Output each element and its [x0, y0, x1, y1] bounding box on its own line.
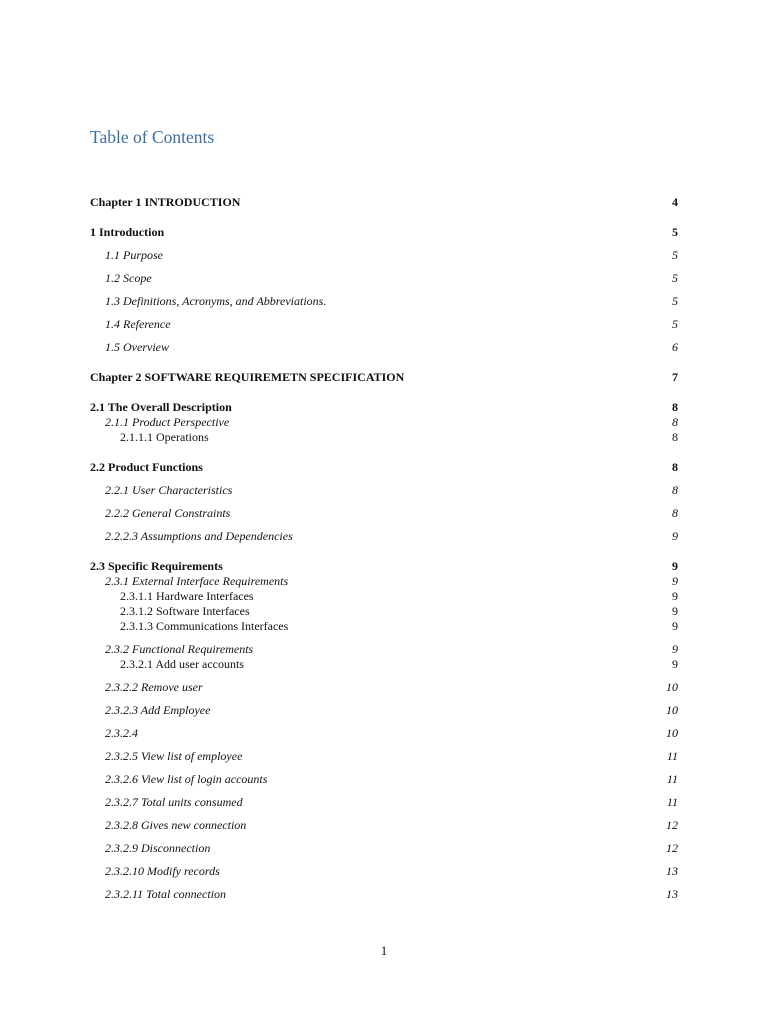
toc-entry[interactable] [90, 887, 678, 902]
toc-entry-label: 2.3.1.2 Software Interfaces [120, 604, 250, 618]
toc-entry-label: 2.3.2.10 Modify records [105, 864, 220, 878]
toc-entry-page: 8 [672, 506, 678, 520]
toc-entry-label: 2.3.2.1 Add user accounts [120, 657, 244, 671]
toc-entry[interactable] [90, 340, 678, 355]
toc-entry[interactable] [90, 483, 678, 498]
toc-entry-label: 2.3 Specific Requirements [90, 559, 223, 573]
toc-entry-page: 8 [672, 483, 678, 497]
toc-entry-page: 6 [672, 340, 678, 354]
toc-entry-label: 1 Introduction [90, 225, 165, 239]
toc-entry[interactable] [90, 460, 678, 475]
toc-entry-page: 11 [666, 795, 678, 809]
toc-entry[interactable] [90, 749, 678, 764]
toc-entry-label: 1.5 Overview [105, 340, 169, 354]
toc-entry-page: 10 [666, 703, 678, 717]
toc-entry-page: 8 [672, 400, 678, 414]
toc-entry-page: 9 [672, 657, 678, 671]
toc-entry[interactable] [90, 400, 678, 415]
toc-entry[interactable] [90, 370, 678, 385]
toc-entry-label: 2.3.2.11 Total connection [105, 887, 226, 901]
toc-entry-page: 4 [672, 195, 678, 209]
toc-entry-page: 12 [666, 818, 678, 832]
toc-entry[interactable] [90, 841, 678, 856]
toc-entry-page: 13 [666, 887, 678, 901]
toc-entry[interactable] [90, 317, 678, 332]
toc-entry-page: 9 [672, 604, 678, 618]
toc-entry-page: 8 [672, 460, 678, 474]
toc-entry-label: 2.2.2.3 Assumptions and Dependencies [105, 529, 293, 543]
toc-entry-label: Chapter 1 INTRODUCTION [90, 195, 241, 209]
toc-entry-page: 8 [672, 415, 678, 429]
toc-entry[interactable] [90, 642, 678, 657]
page-number: 1 [380, 943, 388, 958]
toc-entry-page: 11 [666, 772, 678, 786]
toc-entry[interactable] [90, 415, 678, 430]
toc-entry-label: 2.3.2 Functional Requirements [105, 642, 254, 656]
toc-entry[interactable] [90, 248, 678, 263]
toc-entry-page: 13 [666, 864, 678, 878]
toc-entry-page: 9 [672, 559, 678, 573]
toc-entry-label: 2.3.2.4 [105, 726, 138, 740]
toc-entry[interactable] [90, 772, 678, 787]
toc-entry-page: 10 [666, 726, 678, 740]
toc-entry-label: 2.2.2 General Constraints [105, 506, 231, 520]
toc-entry-page: 10 [666, 680, 678, 694]
toc-entry-label: 2.3.2.6 View list of login accounts [105, 772, 268, 786]
toc-entry[interactable] [90, 703, 678, 718]
toc-entry-page: 12 [666, 841, 678, 855]
toc-entry[interactable] [90, 864, 678, 879]
toc-entry[interactable] [90, 726, 678, 741]
toc-entry-page: 9 [672, 529, 678, 543]
toc-entry-label: 1.1 Purpose [105, 248, 163, 262]
toc-entry[interactable] [90, 506, 678, 521]
toc-entry-label: Chapter 2 SOFTWARE REQUIREMETN SPECIFICATION [90, 370, 405, 384]
toc-entry[interactable] [90, 559, 678, 574]
toc-entry-page: 9 [672, 642, 678, 656]
toc-entry-label: 2.3.1.3 Communications Interfaces [120, 619, 289, 633]
toc-list [90, 195, 678, 902]
toc-entry[interactable] [90, 619, 678, 634]
toc-entry[interactable] [90, 680, 678, 695]
toc-entry-label: 2.1.1.1 Operations [120, 430, 209, 444]
toc-entry-page: 5 [672, 225, 678, 239]
toc-entry-label: 2.3.2.3 Add Employee [105, 703, 211, 717]
toc-entry-label: 2.1.1 Product Perspective [105, 415, 230, 429]
toc-entry-label: 2.3.1.1 Hardware Interfaces [120, 589, 254, 603]
toc-entry-label: 2.3.2.8 Gives new connection [105, 818, 247, 832]
toc-entry-page: 5 [672, 317, 678, 331]
toc-entry[interactable] [90, 225, 678, 240]
toc-entry[interactable] [90, 529, 678, 544]
toc-entry-page: 9 [672, 619, 678, 633]
toc-entry-label: 2.1 The Overall Description [90, 400, 232, 414]
toc-entry-label: 2.3.2.2 Remove user [105, 680, 203, 694]
toc-entry[interactable] [90, 294, 678, 309]
toc-entry-page: 9 [672, 574, 678, 588]
toc-entry[interactable] [90, 574, 678, 589]
toc-entry[interactable] [90, 271, 678, 286]
toc-entry[interactable] [90, 604, 678, 619]
toc-entry-page: 5 [672, 294, 678, 308]
toc-entry-label: 2.3.2.5 View list of employee [105, 749, 243, 763]
toc-entry-label: 1.3 Definitions, Acronyms, and Abbreviations. [105, 294, 327, 308]
toc-entry-page: 8 [672, 430, 678, 444]
toc-entry-page: 9 [672, 589, 678, 603]
toc-entry-page: 5 [672, 271, 678, 285]
toc-entry-label: 2.3.1 External Interface Requirements [105, 574, 289, 588]
toc-entry-page: 11 [666, 749, 678, 763]
toc-title: Table of Contents [90, 127, 215, 147]
toc-entry[interactable] [90, 430, 678, 445]
toc-entry[interactable] [90, 589, 678, 604]
toc-entry[interactable] [90, 818, 678, 833]
toc-entry-page: 5 [672, 248, 678, 262]
toc-entry-label: 2.3.2.9 Disconnection [105, 841, 211, 855]
toc-entry-page: 7 [672, 370, 678, 384]
toc-entry-label: 1.2 Scope [105, 271, 152, 285]
toc-entry[interactable] [90, 795, 678, 810]
toc-entry-label: 2.2.1 User Characteristics [105, 483, 233, 497]
toc-entry-label: 2.2 Product Functions [90, 460, 203, 474]
toc-entry[interactable] [90, 657, 678, 672]
toc-entry-label: 2.3.2.7 Total units consumed [105, 795, 243, 809]
toc-entry-label: 1.4 Reference [105, 317, 171, 331]
toc-entry[interactable] [90, 195, 678, 210]
